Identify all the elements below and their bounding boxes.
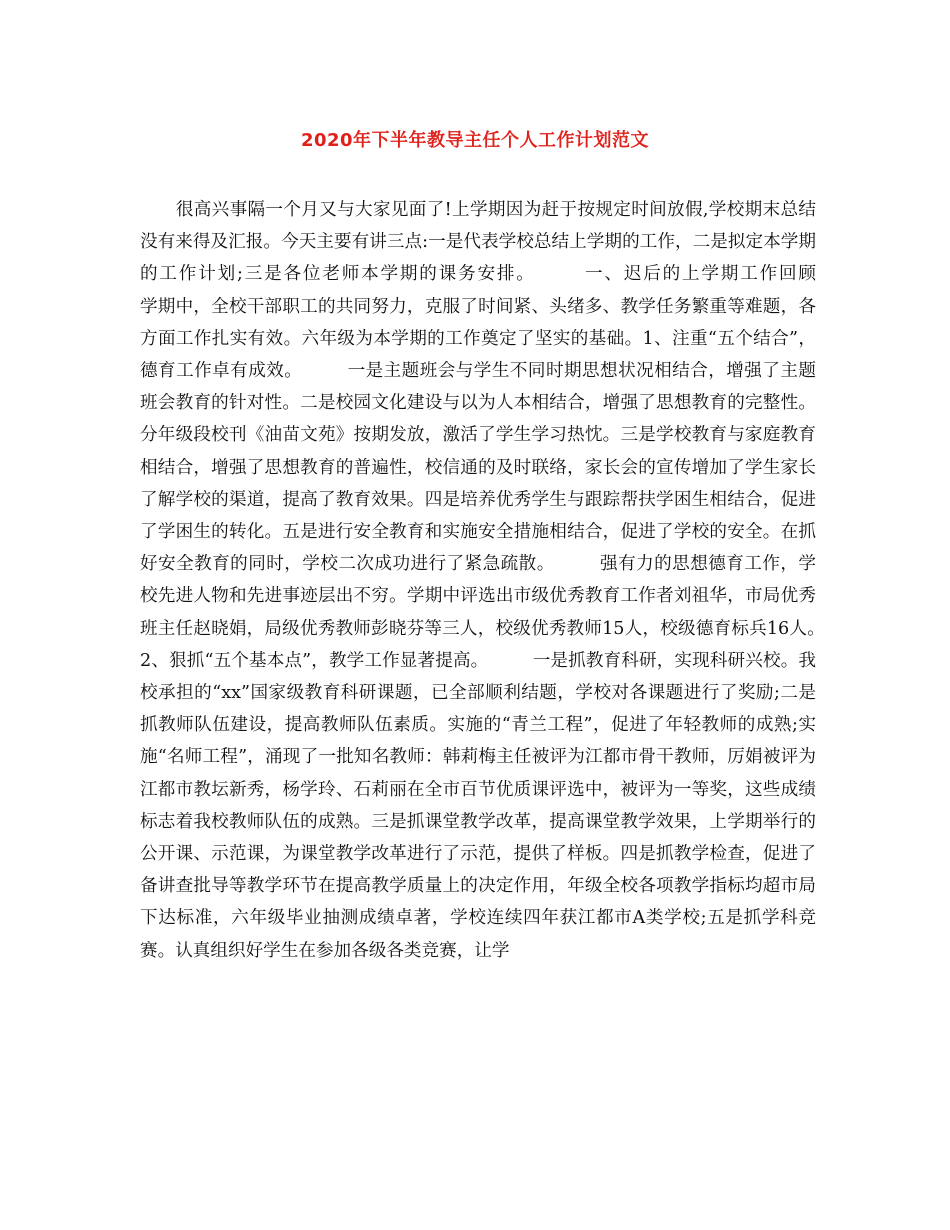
document-body: 很高兴事隔一个月又与大家见面了!上学期因为赶于按规定时间放假,学校期末总结没有来得及汇报。今天主要有讲三点:一是代表学校总结上学期的工作，二是拟定本学期的工作计划;三是各位老师本学期的课务安排。 一、迟后的上学期工作回顾 学期中，全校干部职工的共同努力，克服了时间紧、头绪多、教学任务繁重等难题，各方面工作扎实有效。六年级为本学期的工作奠定了坚实的基础。1、注重“五个结合”，德育工作卓有成效。 一是主题班会与学生不同时期思想状况相结合，增强了主题班会教育的针对性。二是校园文化建设与以为人本相结合，增强了思想教育的完整性。分年级段校刊《油苗文苑》按期发放，激活了学生学习热忱。三是学校教育与家庭教育相结合，增强了思想教育的普遍性，校信通的及时联络，家长会的宣传增加了学生家长了解学校的渠道，提高了教育效果。四是培养优秀学生与跟踪帮扶学困生相结合，促进了学困生的转化。五是进行安全教育和实施安全措施相结合，促进了学校的安全。在抓好安全教育的同时，学校二次成功进行了紧急疏散。 强有力的思想德育工作，学校先进人物和先进事迹层出不穷。学期中评选出市级优秀教育工作者刘祖华，市局优秀班主任赵晓娟，局级优秀教师彭晓芬等三人，校级优秀教师15人，校级德育标兵16人。 2、狠抓“五个基本点”，教学工作显著提高。 一是抓教育科研，实现科研兴校。我校承担的“xx”国家级教育科研课题，已全部顺利结题，学校对各课题进行了奖励;二是抓教师队伍建设，提高教师队伍素质。实施的“青兰工程”，促进了年轻教师的成熟;实施“名师工程”，涌现了一批知名教师：韩莉梅主任被评为江都市骨干教师，厉娟被评为江都市教坛新秀，杨学玲、石莉丽在全市百节优质课评选中，被评为一等奖，这些成绩标志着我校教师队伍的成熟。三是抓课堂教学改革，提高课堂教学效果，上学期举行的公开课、示范课，为课堂教学改革进行了示范，提供了样板。四是抓教学检查，促进了备讲查批导等教学环节在提高教学质量上的决定作用，年级全校各项教学指标均超市局下达标准，六年级毕业抽测成绩卓著，学校连续四年获江都市A类学校;五是抓学科竞赛。认真组织好学生在参加各级各类竞赛，让学 bbox=[140, 200, 869, 961]
document-title: 2020年下半年教导主任个人工作计划范文 bbox=[300, 130, 650, 151]
